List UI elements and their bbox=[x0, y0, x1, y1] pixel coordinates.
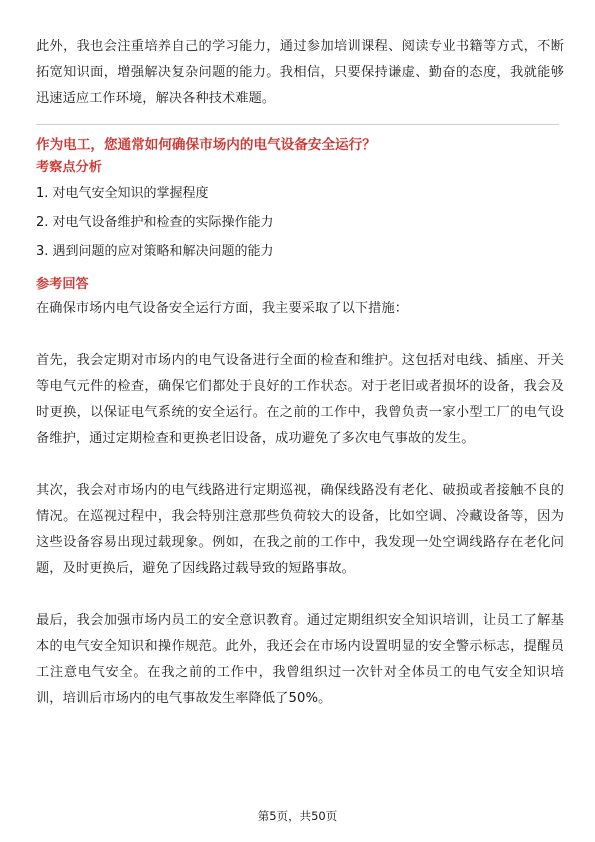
analysis-list bbox=[36, 179, 564, 266]
spacer bbox=[36, 266, 564, 274]
spacer bbox=[36, 322, 564, 348]
answer-heading: 参考回答 bbox=[36, 277, 89, 292]
answer-paragraph: 最后，我会加强市场内员工的安全意识教育。通过定期组织安全知识培训，让员工了解基本的电气安全知识和操作规范。此外，我还会在市场内设置明显的安全警示标志，提醒员工注意电气安全。在我之前的工作中，我曾组织过一次针对全体员工的电气安全知识培训，培训后市场内的电气事故发生率降低了50%。 bbox=[36, 613, 564, 706]
analysis-item: 3. 遇到问题的应对策略和解决问题的能力 bbox=[36, 244, 274, 259]
page-content bbox=[36, 34, 564, 712]
answer-paragraph: 首先，我会定期对市场内的电气设备进行全面的检查和维护。这包括对电线、插座、开关等电气元件的检查，确保它们都处于良好的工作状态。对于老旧或者损坏的设备，我会及时更换，以保证电气系统的安全运行。在之前的工作中，我曾负责一家小型工厂的电气设备维护，通过定期检查和更换老旧设备，成功避免了多次电气事故的发生。 bbox=[36, 353, 564, 446]
analysis-item: 2. 对电气设备维护和检查的实际操作能力 bbox=[36, 215, 274, 230]
analysis-item: 1. 对电气安全知识的掌握程度 bbox=[36, 186, 209, 201]
answer-paragraph: 在确保市场内电气设备安全运行方面，我主要采取了以下措施： bbox=[36, 301, 409, 316]
page-number: 第5页，共50页 bbox=[257, 809, 338, 823]
answer-paragraph: 其次，我会对市场内的电气线路进行定期巡视，确保线路没有老化、破损或者接触不良的情况。在巡视过程中，我会特别注意那些负荷较大的设备，比如空调、冷藏设备等，因为这些设备容易出现过载现象。例如，在我之前的工作中，我发现一处空调线路存在老化问题，及时更换后，避免了因线路过载导致的短路事故。 bbox=[36, 483, 564, 576]
spacer bbox=[36, 452, 564, 478]
question-title: 作为电工，您通常如何确保市场内的电气设备安全运行？ bbox=[36, 137, 376, 153]
analysis-heading: 考察点分析 bbox=[36, 160, 102, 175]
intro-paragraph: 此外，我也会注重培养自己的学习能力，通过参加培训课程、阅读专业书籍等方式，不断拓宽知识面，增强解决复杂问题的能力。我相信，只要保持谦虚、勤奋的态度，我就能够迅速适应工作环境，解决各种技术难题。 bbox=[36, 39, 564, 106]
spacer bbox=[36, 582, 564, 608]
section-divider bbox=[36, 124, 559, 125]
